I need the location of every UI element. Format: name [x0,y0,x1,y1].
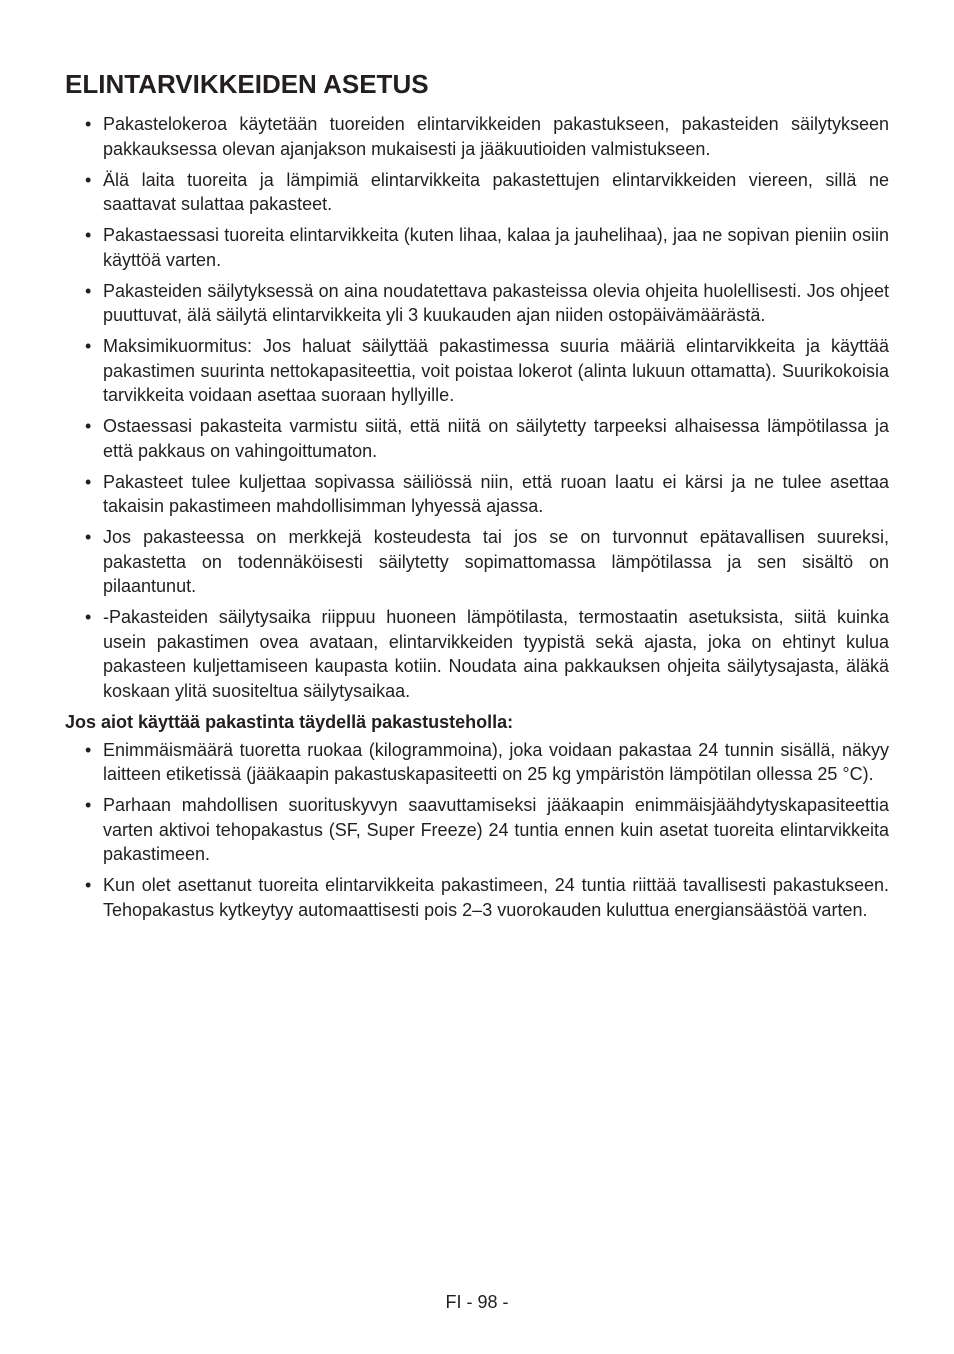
list-item-text: Pakastaessasi tuoreita elintarvikkeita (kuten lihaa, kalaa ja jauhelihaa), jaa ne sopivan pieniin osiin käyttöä varten. [103,225,889,270]
list-item-text: Jos pakasteessa on merkkejä kosteudesta tai jos se on turvonnut epätavallisen suureksi, pakastetta on todennäköisesti säilytetty sopimattomassa lämpötilassa ja sen sisältö on pilaantunut. [103,527,889,596]
list-item-text: Kun olet asettanut tuoreita elintarvikkeita pakastimeen, 24 tuntia riittää tavallisesti pakastukseen. Tehopakastus kytkeytyy automaattisesti pois 2–3 vuorokauden kuluttua energiansäästöä varten. [103,875,889,920]
list-item [65,279,889,328]
list-item-text: -Pakasteiden säilytysaika riippuu huoneen lämpötilasta, termostaatin asetuksista, siitä kuinka usein pakastimen ovea avataan, elintarvikkeiden tyypistä sekä ajasta, joka on ehtinyt kulua pakasteen kuljettamiseen kaupasta kotiin. Noudata aina pakkauksen ohjeita säilytysajasta, äläkä koskaan ylitä suositeltua säilytysaikaa. [103,607,889,701]
list-item [65,605,889,703]
bullet-marker: • [85,225,92,245]
main-bullet-list [65,112,889,703]
bullet-marker: • [85,471,92,492]
list-item [65,525,889,599]
list-item [65,793,889,867]
full-capacity-bullet-list [65,738,889,923]
list-item-text: Älä laita tuoreita ja lämpimiä elintarvikkeita pakastettujen elintarvikkeiden viereen, sillä ne saattavat sulattaa pakasteet. [103,169,889,214]
list-item-text: Parhaan mahdollisen suorituskyvyn saavuttamiseksi jääkaapin enimmäisjäähdytyskapasiteettia varten aktivoi tehopakastus (SF, Super Freeze) 24 tuntia ennen kuin asetat tuoreita elintarvikkeita pakastimeen. [103,795,889,864]
bullet-marker: • [85,169,92,190]
list-item-text: Maksimikuormitus: Jos haluat säilyttää pakastimessa suuria määriä elintarvikkeita ja käyttää pakastimen suurinta nettokapasiteettia, voit poistaa lokerot (alinta lukuun ottamatta). Suurikokoisia tarvikkeita voidaan asettaa suoraan hyllyille. [103,336,889,405]
bullet-marker: • [85,114,92,134]
bullet-marker: • [85,795,92,815]
document-page [65,68,889,929]
list-item [65,112,889,161]
list-item-text: Pakasteet tulee kuljettaa sopivassa säiliössä niin, että ruoan laatu ei kärsi ja ne tulee asettaa takaisin pakastimeen mahdollisimman lyhyessä ajassa. [103,471,889,516]
subheading: Jos aiot käyttää pakastinta täydellä pakastusteholla: [65,711,514,732]
list-item-text: Pakasteiden säilytyksessä on aina noudatettava pakasteissa olevia ohjeita huolellisesti. Jos ohjeet puuttuvat, älä säilytä elintarvikkeita yli 3 kuukauden ajan niiden ostopäivämäärästä. [103,280,889,325]
list-item-text: Enimmäismäärä tuoretta ruokaa (kilogrammoina), joka voidaan pakastaa 24 tunnin sisällä, näkyy laitteen etiketissä (jääkaapin pakastuskapasiteetti on 25 kg ympäristön lämpötilan ollessa 25 °C). [103,739,889,784]
list-item-text: Ostaessasi pakasteita varmistu siitä, että niitä on säilytetty tarpeeksi alhaisessa lämpötilassa ja että pakkaus on vahingoittumaton. [103,416,889,461]
bullet-marker: • [85,416,92,436]
bullet-marker: • [85,607,92,627]
bullet-marker: • [85,739,92,760]
list-item-text: Pakastelokeroa käytetään tuoreiden elintarvikkeiden pakastukseen, pakasteiden säilytykseen pakkauksessa olevan ajanjakson mukaisesti ja jääkuutioiden valmistukseen. [103,114,889,159]
bullet-marker: • [85,875,92,895]
list-item [65,168,889,217]
page-number: FI - 98 - [445,1292,509,1312]
bullet-marker: • [85,280,92,301]
bullet-marker: • [85,527,92,547]
list-item [65,873,889,922]
list-item [65,334,889,408]
list-item [65,738,889,787]
section-heading: ELINTARVIKKEIDEN ASETUS [65,69,429,99]
bullet-marker: • [85,336,92,356]
list-item [65,223,889,272]
list-item [65,414,889,463]
list-item [65,470,889,519]
